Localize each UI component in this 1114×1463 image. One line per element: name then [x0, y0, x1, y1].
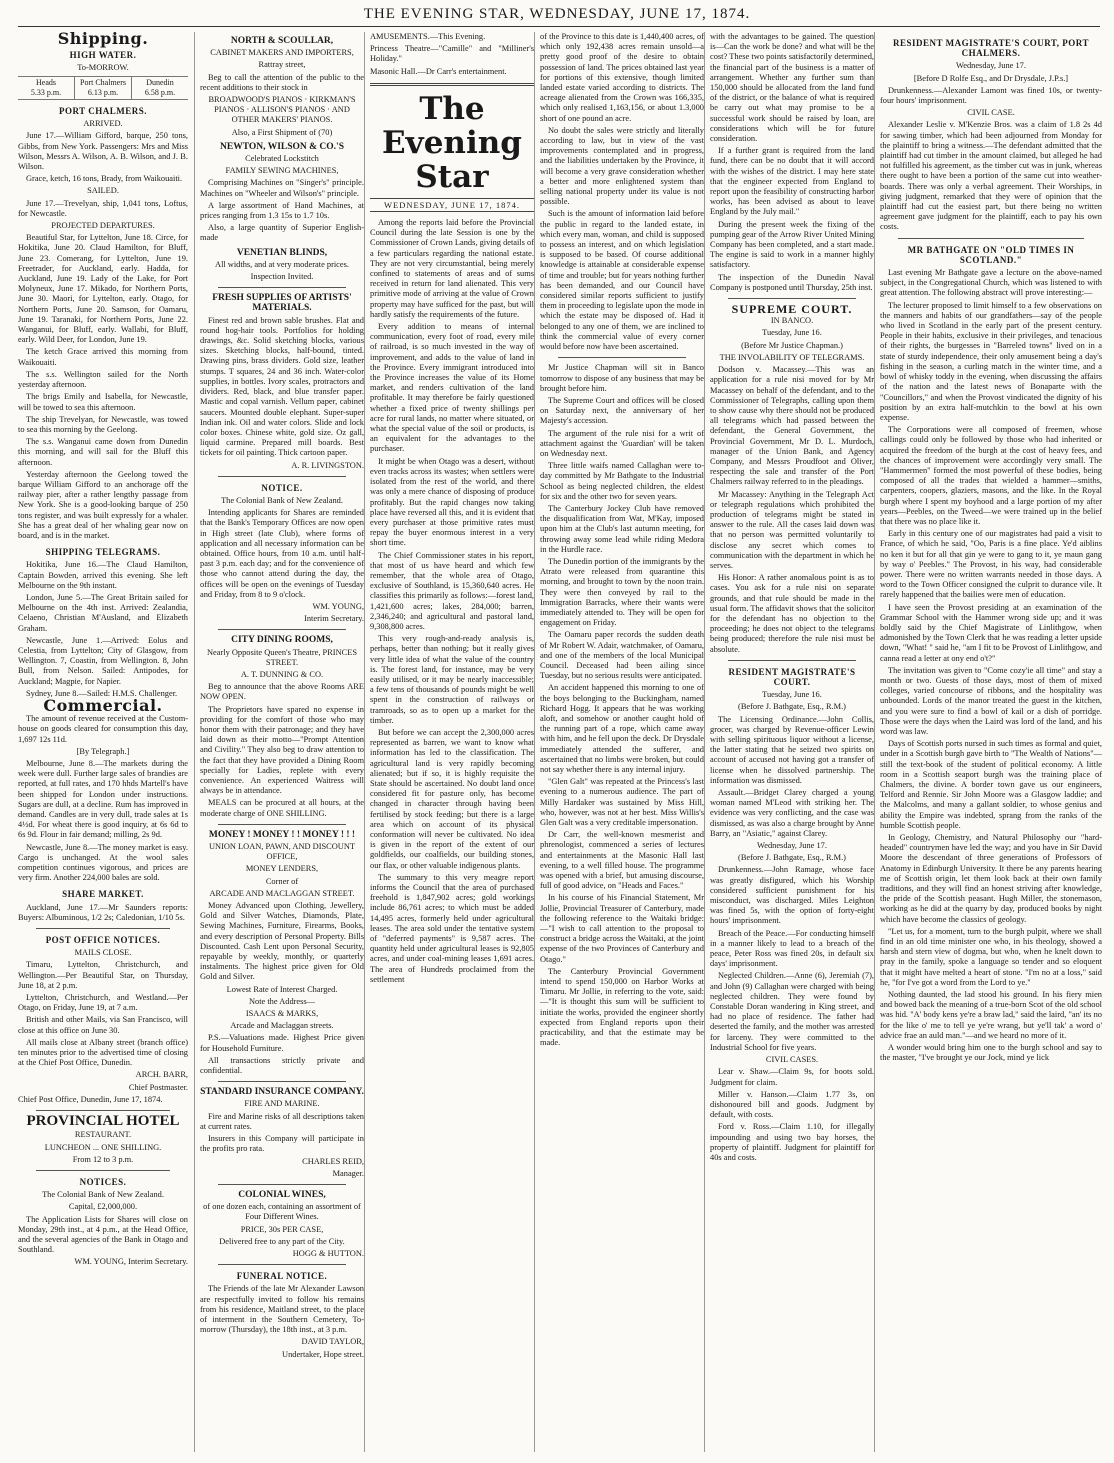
bathgate-paragraph-6: The invitation was given to "Come cozy'ie all time" and stay a month or two. Guests of those days, most of them of mixed colleges, varied concourse of ribbons, and the hospitality was unbounded. Lords of the manor treated the guest in the kitchen, and you were sure to find a bowl of kail or a dish of porridge. Those were the days when the Laird was lord of the land, and his word was law.	[880, 665, 1102, 736]
wednesday-text-3: Neglected Children.—Anne (6), Jeremiah (7), and John (9) Callaghan were charged with being neglected children. They were found by Constable Doran wandering in King street, and had no place of residence. The father had deserted the family, and the mother was arrested for larceny. They were committed to the Industrial School for five years.	[710, 971, 874, 1052]
leader-paragraph-6: But before we can accept the 2,300,000 acres represented as barren, we want to know what information has led to the classification. The agricultural land is very rapidly becoming alienated; but if so, it is highly requisite the State should be ascertained. No doubt land once considered fit for pasture only, has become changed in character through having been fertilised by stock feeding; but there is a large area which on account of its physical conformation will never be cultivated. No idea is given in the report of the extent of our goldfields, our coalfields, our building stones, our flax, or other valuable indigenous plants.	[370, 727, 534, 870]
luncheon-time: From 12 to 3 p.m.	[72, 1154, 134, 1164]
news-paragraph-6: The argument of the rule nisi for a writ of attachment against the 'Guardian' will be taken on Wednesday next.	[540, 428, 704, 458]
postmaster-name: ARCH. BARR,	[135, 1070, 188, 1080]
supreme-date: Tuesday, June 16.	[762, 328, 822, 338]
sewing-machines-sub: Celebrated Lockstitch	[245, 154, 319, 164]
bathgate-paragraph-11: A wonder would bring him one to the burgh school and say to the master, "I've brought ye our Jock, mind ye lick	[880, 1043, 1102, 1063]
divider	[558, 357, 686, 358]
sewing-machines-sub2: FAMILY SEWING MACHINES,	[225, 166, 339, 176]
leader-paragraph-4: The Chief Commissioner states in his report, that most of us have heard and which few remember, that the whole area of Otago, exclusive of Southland, is 15,360,640 acres. He classifies this primarily as follows:—forest land, 1,421,600 acres; lakes, 284,000; barren, 2,346,240; and agricultural and pastoral land, 9,308,800 acres.	[370, 550, 534, 631]
court-paragraph-4: The inspection of the Dunedin Naval Company is postponed until Thursday, 25th inst.	[710, 272, 874, 292]
notices-heading: NOTICES.	[79, 1176, 127, 1187]
bank-capital: Capital, £2,000,000.	[68, 1202, 138, 1212]
wednesday-before: (Before J. Bathgate, Esq., R.M.)	[738, 853, 846, 863]
isaacs-marks-address: Arcade and Maclaggan streets.	[230, 1021, 334, 1031]
bank-signature: WM. YOUNG, Interim Secretary.	[74, 1257, 188, 1267]
artists-materials-title: FRESH SUPPLIES OF ARTISTS' MATERIALS.	[212, 293, 352, 314]
isaacs-marks-name: ISAACS & MARKS,	[245, 1009, 319, 1019]
bank-notice-text: The Application Lists for Shares will close on Monday, 29th inst., at 4 p.m., at the Head Office, and the several agencies of the Bank in Otago and Southland.	[18, 1214, 188, 1255]
wines-delivery: Delivered free to any part of the City.	[219, 1236, 345, 1246]
column-shipping	[18, 32, 188, 1452]
funeral-notice-heading: FUNERAL NOTICE.	[236, 1271, 328, 1282]
reid-signature: CHARLES REID,	[302, 1156, 364, 1166]
civil-case-label: CIVIL CASE.	[967, 108, 1015, 118]
leader-paragraph-3: It might be when Otago was a desert, without even tracks across its wastes; when settlers were isolated from the rest of the world, and there was only a mere chance of disposing of produce profitably. But the rapid changes now taking place have reversed all this, and it is evident that every purchaser at those primitive rates must repay the buyer enormous interest in a very short time.	[370, 456, 534, 548]
news-paragraph-4: Mr Justice Chapman will sit in Banco tomorrow to dispose of any business that may be brought before him.	[540, 363, 704, 393]
corner-label: Corner of	[265, 876, 299, 886]
north-scoullar-pianos: BROADWOOD'S PIANOS · KIRKMAN'S PIANOS · ALLISON'S PIANOS · AND OTHER MAKERS' PIANOS.	[208, 95, 356, 125]
dunning-name: A. T. DUNNING & CO.	[240, 669, 324, 679]
divider	[36, 928, 170, 929]
intending-applicants-text: Intending applicants for Shares are reminded that the Bank's Temporary Offices are now open in High street (late Club), where forms of application and all necessary information can be obtained. Office hours, from 10 a.m. until half-past 3 p.m. each day; and for the convenience of those who cannot attend during the day, the offices will be open on the evenings of Tuesday and Friday, from 8 to 9 o'clock.	[200, 508, 364, 599]
wednesday-text-2: Breach of the Peace.—For conducting himself in a manner likely to lead to a breach of the peace, Peter Ross was fined 20s, in default six days' imprisonment.	[710, 928, 874, 969]
civil-case-text: Alexander Leslie v. M'Kenzie Bros. was a claim of 1.8 2s 4d for sawing timber, which had been adjourned from Monday for the plaintiff to bring a witness.—The defendant admitted that the plaintiff had cut timber in the amount claimed, but alleged he had not fulfilled his agreement, as the timber cut was in junk, whereas there ought to have been a portion of the same cut into weather-boards. There was only a verbal agreement. Their Worships, in giving judgment, remarked that they were of opinion that the plaintiff had cut the easiest part, but there being no written agreement gave judgment for the plaintiff, each to pay his own costs.	[880, 120, 1102, 232]
auckland-report: Auckland, June 17.—Mr Saunders reports: Buyers: Albuminous, 1/2 2s; Caledonian, 1/10 5s.	[18, 902, 188, 922]
divider	[218, 629, 346, 630]
confidential-text: All transactions strictly private and confidential.	[200, 1055, 364, 1076]
masthead-rule	[370, 83, 534, 86]
divider	[218, 1184, 346, 1185]
tide-heads: Heads 5.33 p.m.	[30, 77, 62, 97]
post-office-date: Chief Post Office, Dunedin, June 17, 1874.	[18, 1094, 163, 1104]
news-paragraph-1: of the Province to this date is 1,440,400 acres, of which only 192,438 acres remain unsold—a pretty good proof of the desire to obtain possession of land. The prices obtained last year for portions of this extensive, though limited landed estate varied according to districts. The acreage alienated from the Crown was 166,335, which only realised 1,163,156, or about 1.3,000 short of one pound an acre.	[540, 32, 704, 123]
arrived-label: ARRIVED.	[83, 119, 123, 129]
civil-cases-label: CIVIL CASES.	[765, 1055, 819, 1065]
leader-paragraph-1: Among the reports laid before the Provincial Council during the late Session is one by the Commissioner of Crown Lands, giving details of a few particulars regarding the national estate. They are not very circumstantial, being merely confined to statements of areas and of sums received in return for land alienated. This very primitive mode of arriving at the value of Crown property may have sufficed for the past, but will hardly satisfy the requirements of the future.	[370, 218, 534, 319]
interest-text: Lowest Rate of Interest Charged.	[226, 984, 338, 994]
north-scoullar-shipment: Also, a First Shipment of (70)	[231, 127, 333, 137]
mails-text-3: British and other Mails, via San Francisco, will close at this office on June 30.	[18, 1015, 188, 1035]
valuations-text: P.S.—Valuations made. Highest Price given for Household Furniture.	[200, 1033, 364, 1053]
news-paragraph-7: Three little waifs named Callaghan were to-day committed by Mr Bathgate to the Industrial School as being neglected children, the eldest for six and the other two for seven years.	[540, 461, 704, 501]
shipping-news-1: The ketch Grace arrived this morning from Waikouaiti.	[18, 347, 188, 367]
amusements-text: Princess Theatre—"Camille" and "Milliner's Holiday."	[370, 44, 534, 64]
leader-paragraph-5: This very rough-and-ready analysis is, perhaps, better than nothing; but it really gives very little idea of what the value of the country is. The forest land, for instance, may be very easily utilised, or it may be nearly inaccessible; a few tens of thousands of pounds might be well spent in the construction of railways or tramroads, so as to open up a market for the timber.	[370, 634, 534, 725]
court-paragraph-2: If a further grant is required from the land fund, there can be no doubt that it will accord with the wishes of the district. I may here state that the engineer expected from England to report upon the feasibility of constructing harbor works, has been advised as about to leave England by the July mail."	[710, 146, 874, 217]
funeral-notice-text: The Friends of the late Mr Alexander Lawson are respectfully invited to follow his remains from his residence, Maitland street, to the place of interment in the Southern Cemetery, To-morrow (Thursday), the 18th inst., at 3 p.m.	[200, 1284, 364, 1335]
column-news	[534, 32, 704, 1452]
shipping-news-4: The ship Trevelyan, for Newcastle, was towed to sea this morning by the Geelong.	[18, 414, 188, 434]
telegram-4: Sydney, June 8.—Sailed: H.M.S. Challenger.	[26, 688, 178, 698]
projected-label: PROJECTED DEPARTURES.	[51, 221, 155, 231]
divider	[218, 287, 346, 288]
news-paragraph-15: The Canterbury Provincial Government intend to spend 150,000 on Harbor Works at Timaru. Mr Jollie, in referring to the vote, said:—"It is thought this sum will be sufficient to initiate the works, provided the engineer shortly expected from England reports upon their practicability, and that the estimate may be made.	[540, 966, 704, 1048]
north-scoullar-text: Beg to call the attention of the public to the recent additions to their stock in	[200, 72, 364, 92]
bathgate-paragraph-2: The lecturer proposed to limit himself to a few observations on the manners and habits of our grandfathers—say of the people who lived in Scotland in the early part of the present century. People in their habits, exclusive in their privileges, and tenacious of their rights, the burgesses in "Barreled towns" lived on in a state of sturdy independence, their only amusement being a day's fishing in the season, a curling match in the winter time, and a bowl of whisky toddy in the evening, when discussing the affairs of the nation and the latest news of Bonaparte with the "Councillors," and when the Provost vindicated the dignity of his position by an extra half-mutchkin to the bowl at his own expense.	[880, 300, 1102, 422]
union-loan-title: UNION LOAN, PAWN, AND DISCOUNT OFFICE,	[208, 842, 356, 862]
inspection-invited: Inspection Invited.	[250, 272, 314, 282]
shipping-news-3: The brigs Emily and Isabella, for Newcastle, will be towed to sea this afternoon.	[18, 392, 188, 412]
wednesday-text-1: Drunkenness.—John Ramage, whose face was greatly disfigured, which his Worship considered sufficient punishment for his misconduct, was discharged. Miles Leighton was fined 5s, with the option of forty-eight hours' imprisonment.	[710, 865, 874, 926]
supreme-before: (Before Mr Justice Chapman.)	[741, 340, 843, 350]
header-rule	[18, 26, 1100, 27]
dining-rooms-sub: Nearly Opposite Queen's Theatre, PRINCES STREET.	[207, 647, 357, 667]
resident-text-2: Assault.—Bridget Clarey charged a young woman named M'Leod with striking her. The evidence was very conflicting, and the case was dismissed, as was also a charge brought by Anne Barry, an "Asiatic," against Clarey.	[710, 788, 874, 838]
supreme-court-heading: SUPREME COURT.	[731, 302, 853, 317]
notice-heading: NOTICE.	[261, 482, 303, 493]
shipping-telegrams-heading: SHIPPING TELEGRAMS.	[45, 547, 161, 558]
young-title: Interim Secretary.	[304, 614, 364, 624]
mails-close-label: MAILS CLOSE.	[74, 948, 132, 958]
news-paragraph-2: No doubt the sales were strictly and literally according to law, but in view of the vast improvements contemplated and in progress, and the liabilities undertaken by the Province, it will become a very grave consideration whether a better and more enlightened system than selling national property under its value is not possible.	[540, 125, 704, 207]
civil-text-2: Miller v. Hanson.—Claim 1.77 3s, on dishonoured bill and goods. Judgment by default, with costs.	[710, 1089, 874, 1120]
section-title-commercial: Commercial.	[43, 695, 163, 715]
north-scoullar-address: Rattray street,	[258, 60, 306, 70]
divider	[218, 1264, 346, 1265]
commercial-text: The amount of revenue received at the Custom-house on goods cleared for consumption this day, 1,697 12s 11d.	[18, 714, 188, 744]
fire-marine-text: Fire and Marine risks of all descriptions taken at current rates.	[200, 1111, 364, 1131]
divider	[728, 660, 856, 661]
column-advertisements	[194, 32, 364, 1452]
bank-name: The Colonial Bank of New Zealand.	[42, 1190, 164, 1200]
mails-text-1: Timaru, Lyttelton, Christchurch, and Wellington.—Per Beautiful Star, on Thursday, June 18, at 2 p.m.	[18, 960, 188, 990]
amusements-heading: AMUSEMENTS.—This Evening.	[370, 32, 486, 41]
hotel-ad-title: PROVINCIAL HOTEL	[26, 1113, 180, 1130]
projected-text: Beautiful Star, for Lyttelton, June 18. Circe, for Hokitika, June 20. Claud Hamilton, for Bluff, June 23. Comerang, for Lyttelton, June 19. Freetrader, for Auckland, early. Hadda, for Auckland, June 19. Lady of the Lake, for Port Molyneux, June 17. Mikado, for Northern Ports, June 30. Maori, for Lyttelton, early. Otago, for Northern Ports, June 20. Samson, for Oamaru, June 19. Taranaki, for Northern Ports, June 22. Wanganui, for Bluff, early. Wallabi, for Bluff, early. Wild Deer, for London, June 19.	[18, 233, 188, 345]
mails-text-2: Lyttelton, Christchurch, and Westland.—Per Otago, on Friday, June 19, at 7 a.m.	[18, 993, 188, 1013]
sewing-machines-text: Comprising Machines on "Singer's" principle. Machines on "Wheeler and Wilson's" principle.	[200, 178, 364, 198]
port-chalmers-court-before: [Before D Rolfe Esq., and Dr Drysdale, J.P.s.]	[913, 73, 1069, 83]
resident-date: Tuesday, June 16.	[762, 690, 822, 700]
sewing-machines-text-2: A large assortment of Hand Machines, at prices ranging from 1.3 15s to 1.7 10s.	[200, 200, 364, 221]
section-title-shipping: Shipping.	[57, 32, 149, 48]
resident-text-1: The Licensing Ordinance.—John Collis, grocer, was charged by Revenue-officer Lewin with selling spirituous liquor without a license, the latter stating that he seized two spirits on account of accused not having got a transfer of license when he dissolved partnership. The information was dismissed.	[710, 714, 874, 785]
civil-text-3: Ford v. Ross.—Claim 1.10, for illegally impounding and using two bay horses, the property of plaintiff. Judgment for plaintiff for 40s and costs.	[710, 1122, 874, 1162]
column-courts	[704, 32, 874, 1452]
column-port-chalmers-court	[874, 32, 1102, 1452]
bathgate-paragraph-7: Days of Scottish ports nursed in such times as formal and quiet, under in a Scottish burgh gave birth to "The Wealth of Nations"—still the text-book of the student of political economy. A little room in a Scottish seaport burgh was the training place of Chalmers, the divine. A border town gave us our engineers, Telford and Rennie. Sir John Moore was a Glasgow laddie; and the Malcolms, and many a gallant soldier, to whose genius and ability the Empire was indebted, sprang from the ranks of the humble Scottish people.	[880, 739, 1102, 830]
wines-price: PRICE, 30s PER CASE,	[240, 1224, 324, 1234]
divider	[218, 1081, 346, 1082]
port-chalmers-heading: PORT CHALMERS.	[58, 106, 148, 117]
masthead-title: The Evening Star	[382, 90, 522, 195]
bathgate-paragraph-3: The Corporations were all composed of freemen, whose callings could only be followed by those who had inherited or acquired the freedom of the burgh at the cost of heavy fees, and the chances of improvement were accordingly very small. The "Hammermen" formed the most powerful of these bodies, being composed of all the trades that wielded a hammer—smiths, carpenters, coopers, glaziers, masons, and the like. In the Royal burgh where I spent my boyhood and a large portion of my after years—Peebles, on the Tweed—we were trained up in the belief that there was no place like it.	[880, 425, 1102, 526]
bathgate-paragraph-10: Nothing daunted, the lad stood his ground. In his fiery mien and bowed back the meaning of a true-born Scot of the old school was hid. "A' body kens ye're a braw lad," said the laird, "an' its no for the like o' me to tell ye ye're wrang, but ye'll tak' a word o' advice frae an auld man."—and we heard no more of it.	[880, 990, 1102, 1040]
arrived-text-2: Grace, ketch, 16 tons, Brady, from Waikouaiti.	[26, 174, 183, 184]
news-paragraph-9: The Dunedin portion of the immigrants by the Atrato were released from quarantine this morning, and brought to town by the noon train. They were then conveyed by rail to the Immigration Barracks, where their wants were immediately attended to. They will be open for engagement on Friday.	[540, 556, 704, 628]
news-paragraph-13: Dr Carr, the well-known mesmerist and phrenologist, commenced a series of lectures and entertainments at the Masonic Hall last evening, to a well filled house. The programme was opened with a brief, but amusing discourse, full of good advice, on "Heads and Faces."	[540, 830, 704, 891]
arcade-address: ARCADE AND MACLAGGAN STREET.	[209, 888, 355, 898]
port-chalmers-court-date: Wednesday, June 17.	[956, 61, 1026, 71]
hogg-hutton-signature: HOGG & HUTTON.	[292, 1248, 364, 1258]
divider	[898, 238, 1084, 239]
news-paragraph-8: The Canterbury Jockey Club have removed the disqualification from Wat, M'Kay, imposed upon him at the Club's last autumn meeting, for throwing away some lead while riding Medora in the Hurdle race.	[540, 503, 704, 554]
court-paragraph-3: During the present week the fixing of the pumping gear of the Arrow River United Mining Company has been completed, and a start made. The engine is said to work in a manner highly satisfactory.	[710, 219, 874, 270]
news-paragraph-3: Such is the amount of information laid before the public in regard to the landed estate, in which every man, woman, and child is supposed to possess an interest, and on which legislation is supposed to be based. Of course additional knowledge is attainable at considerable expense of time and trouble; but for years nothing further has been demanded, and our Council have considered similar reports sufficient to justify them in proceeding to legislate upon the mode in which the estate may be disposed of. Had it belonged to any one of them, we are inclined to think the commercial value of every corner would before now have been ascertained.	[540, 209, 704, 352]
divider	[218, 824, 346, 825]
venetian-blinds-text: All widths, and at very moderate prices.	[215, 259, 349, 269]
standard-insurance-title: STANDARD INSURANCE COMPANY.	[200, 1087, 364, 1098]
dateline: WEDNESDAY, JUNE 17, 1874.	[370, 198, 534, 212]
drunkenness-text: Drunkenness.—Alexander Lamont was fined 10s, or twenty-four hours' imprisonment.	[880, 85, 1102, 106]
bathgate-paragraph-4: Early in this century one of our magistrates had paid a visit to France, of which he said, "Oo, Paris is a fine place. Ye'd aiblins no ken it but for all that gin ye were to gang to it, ye maun gang by way o' Peebles." The Provost, in his way, had considerable power. There were no written warrants needed in those days. A word to the Town Officer consigned the culprit to durance vile. It rarely happened that the bailies were men of education.	[880, 529, 1102, 600]
shipping-news-6: Yesterday afternoon the Geelong towed the barque William Gifford to an anchorage off the railway pier, after a rather lengthy passage from New York. She is a good-looking barque of 250 tons register, and was built expressly for a whaler. She has a great deal of her whaling gear now on board, and is in the market.	[18, 469, 188, 540]
news-paragraph-14: In his course of his Financial Statement, Mr Jollie, Provincial Treasurer of Canterbury, made the following reference to the Waitaki bridge:—"I wish to call attention to the proposal to construct a bridge across the Waitaki, at the joint expense of the two Provinces of Canterbury and Otago."	[540, 893, 704, 964]
money-title: MONEY ! MONEY ! ! MONEY ! ! !	[208, 829, 356, 840]
bathgate-paragraph-5: I have seen the Provost presiding at an examination of the Grammar School with the Hammer wrong side up; and it was boldly said by the Chief Magistrate of Linlithgow, when admonished by the Town Clerk that he was reading a letter upside down, "What! " said he, "am I fit to be Provost of Linlithgow, and canna read a letter at ony end o't?"	[880, 602, 1102, 663]
divider	[218, 476, 346, 477]
in-banco-label: IN BANCO.	[770, 316, 814, 326]
insurers-text: Insurers in this Company will participate in the profits pro rata.	[200, 1134, 364, 1154]
artists-materials-list: Finest red and brown sable brushes. Flat and round hog-hair tools. Portfolios for holding drawings, &c. Solid sketching blocks, various sizes. Sketching blocks, half-bound, tinted. Drawing pins, brass dividers. Gold size, leather stumps. T squares, 24 and 36 inch. Water-color supplies, in bottles. Ivory scales, protractors and dividers. Red, black, and blue transfer paper. Mastic and copal varnish. Vellum paper, cabinet saucers. Mounted double elephant. Super-super Indian ink. Oil and water colors. Slide and lock color boxes. Chinese white, gold size. Oz gall, liquid carmine. Prepared mill boards. Best tickets for oil painting. Thick cartoon paper.	[200, 315, 364, 458]
dining-text-2: MEALS can be procured at all hours, at the moderate charge of ONE SHILLING.	[200, 798, 364, 818]
case-text-1: Dodson v. Macassey.—This was an application for a rule nisi moved for by Mr Macassey on behalf of the defendant, and to the Commissioner of Telegraphs, calling upon them to show cause why there should not be produced all telegrams which had passed between the defendant, the General Government, the Provincial Government, Mr D. L. Murdoch, manager of the Union Bank, and Agency Company, and Messrs Proudfoot and Oliver, respecting the sale and transfer of the Port Chalmers railway referred to in the pleadings.	[710, 365, 874, 487]
column-leader	[364, 32, 534, 1452]
livingston-signature: A. R. LIVINGSTON.	[291, 460, 364, 470]
news-paragraph-11: An accident happened this morning to one of the boys belonging to the Buckingham, named Richard Hogg. It appears that he was working aloft, and somehow or another caught hold of the running part of a rope, which came away with him, and he fell upon the deck. Dr Drysdale immediately attended the sufferer, and ascertained that no limbs were broken, but could not say whether there is any internal injury.	[540, 683, 704, 775]
hotel-ad-subtitle: RESTAURANT.	[74, 1130, 132, 1140]
dining-text: The Proprietors have spared no expense in providing for the comfort of those who may honor them with their patronage; and they have laid down as their motto—"Prompt Attention and Civility." They also beg to draw attention to the fact that they have provided a Dining Room specially for Ladies, replete with every convenience. An experienced Waitress will always be in attendance.	[200, 704, 364, 796]
by-telegraph-label: [By Telegraph.]	[76, 746, 130, 756]
postmaster-title: Chief Postmaster.	[128, 1082, 188, 1092]
telegram-2: London, June 5.—The Great Britain sailed for Melbourne on the 4th inst. Arrived: Zealandia, Celaeno, Christian M'Ausland, and Elizabeth Graham.	[18, 592, 188, 633]
case-text-2: Mr Macassey: Anything in the Telegraph Act or telegraph regulations which prohibited the production of telegrams might be stated in answer to the rule. All the cases laid down was that no person was permitted voluntarily to disclose any secret which comes to communication with the department in which he serves.	[710, 489, 874, 570]
divider	[36, 1170, 170, 1171]
news-paragraph-5: The Supreme Court and offices will be closed on Saturday next, the anniversary of her Majesty's accession.	[540, 395, 704, 426]
news-paragraph-12: "Glen Galt" was repeated at the Princess's last evening to a numerous audience. The part of Milly Hardaker was sustained by Miss Hill, who, however, was not at her best. Miss Willis's Glen Galt was a very creditable impersonation.	[540, 777, 704, 828]
taylor-signature: DAVID TAYLOR,	[301, 1337, 364, 1347]
wines-text: of one dozen each, containing an assortment of Four Different Wines.	[203, 1202, 361, 1222]
dunning-text: Beg to announce that the above Rooms ARE NOW OPEN.	[200, 682, 364, 702]
shipping-news-2: The s.s. Wellington sailed for the North yesterday afternoon.	[18, 369, 188, 390]
melbourne-report: Melbourne, June 8.—The markets during the week were dull. Further large sales of brandies are reported, at full rates, and 170 hhds Martell's have been shipped for London under instructions. Sugars are dull, at a decline. Rum has improved in demand. Candles are in very dull, trade sales at 1s 4½d. For wheat there is good inquiry, at 6s 6d to 6s 9d. Flour in fair demand; milling, 2s 9d.	[18, 759, 188, 840]
undertaker-title: Undertaker, Hope street.	[282, 1349, 364, 1359]
wednesday-date: Wednesday, June 17.	[757, 841, 827, 851]
news-paragraph-10: The Oamaru paper records the sudden death of Mr Robert W. Adair, watchmaker, of Oamaru, and one of the members of the local Municipal Council. Deceased had been ailing since Tuesday, but no serious results were anticipated.	[540, 630, 704, 681]
luncheon-text: LUNCHEON ... ONE SHILLING.	[44, 1142, 162, 1152]
money-lenders-label: MONEY LENDERS,	[245, 864, 319, 874]
sewing-machines-title: NEWTON, WILSON & CO.'S	[220, 141, 344, 152]
young-signature: WM. YOUNG,	[312, 601, 364, 611]
case-text-3: His Honor: A rather anomalous point is as to cases. You ask for a rule nisi on separate grounds, and that rule should be made in the usual form. The affidavit shows that the solicitor for the defendant has no objection to the proceeding; he does not object to the telegrams being produced; therefore the rule nisi must be absolute.	[710, 573, 874, 654]
bathgate-paragraph-1: Last evening Mr Bathgate gave a lecture on the above-named subject, in the Congregational Church, which was listened to with great attention. The following abstract will prove interesting:—	[880, 268, 1102, 298]
address-label: Note the Address—	[248, 996, 316, 1006]
arrived-text: June 17.—William Gifford, barque, 250 tons, Gibbs, from New York. Passengers: Mrs and Miss Wilson, Messrs A. Wilson, A. B. Wilson, and J. B. Wilson.	[18, 131, 188, 172]
civil-text-1: Lear v. Shaw.—Claim 9s, for boots sold. Judgment for claim.	[710, 1067, 874, 1087]
court-paragraph-1: with the advantages to be gained. The question is—Can the work be done? and what will be the cost? These two points satisfactorily determined, the financial part of the business is a matter of arrangement. Whether any further sum than 150,000 should be allocated from the land fund of the district, or the balance of what is required be carry out what may promise to be a successful work should be raised by loan, are considerations which will be for future consideration.	[710, 32, 874, 144]
post-office-heading: POST OFFICE NOTICES.	[45, 935, 161, 946]
divider	[36, 1110, 170, 1111]
leader-paragraph-7: The summary to this very meagre report informs the Council that the area of purchased freehold is 1,847,902 acres; gold workings include 86,761 acres; to which must be added 14,495 acres, formerly held under agricultural leases. The area sold under the tentative system of "deferred payments" is 9,587 acres. The quantity held under agricultural leases is 92,805 acres, and under coal-mining leases 1,691 acres. The area of Hundreds proclaimed from the settlement	[370, 872, 534, 984]
shipping-news-5: The s.s. Wanganui came down from Dunedin this morning, and will sail for the Bluff this afternoon.	[18, 437, 188, 467]
telegram-1: Hokitika, June 16.—The Claud Hamilton, Captain Bowden, arrived this evening. She left Melbourne on the 9th instant.	[18, 560, 188, 590]
venetian-blinds-title: VENETIAN BLINDS,	[236, 247, 328, 258]
divider	[728, 298, 856, 299]
sailed-text: June 17.—Trevelyan, ship, 1,041 tons, Loftus, for Newcastle.	[18, 198, 188, 218]
colonial-bank-name: The Colonial Bank of New Zealand.	[221, 495, 343, 505]
dining-rooms-title: CITY DINING ROOMS,	[231, 635, 333, 646]
leader-paragraph-2: Every addition to means of internal communication, every foot of road, every mile of railroad, is so much invested in the way of improvement, and adds to the value of land in the Province. Every immigrant introduced into the Province increases the value of its Home market, and renders cultivation of the land profitable. It may therefore be fairly questioned whether a fixed price of twenty shillings per acre for rural lands, no matter where situated, or what the special value of the soil or products, is an equivalent for the advantages to the purchaser.	[370, 322, 534, 454]
bathgate-lecture-heading: MR BATHGATE ON "OLD TIMES IN SCOTLAND."	[907, 244, 1075, 265]
north-scoullar-title: NORTH & SCOULLAR,	[230, 36, 334, 46]
tide-table	[18, 76, 188, 100]
sailed-label: SAILED.	[87, 186, 119, 196]
colonial-wines-title: COLONIAL WINES,	[238, 1189, 326, 1200]
share-market-heading: SHARE MARKET.	[62, 889, 144, 900]
bathgate-paragraph-8: In Geology, Chemistry, and Natural Philosophy our "hard-headed" countrymen have led the way; and you have in Sir David Moore the descendant of three generations of Professors of Anatomy in Edinburgh University. It there be any parents hearing me of Scottish origin, let them look back at their own family traditions, and they will find an honest striving after knowledge, the pride of the Scottish peasant. Hugh Miller, the stonemason, working as he did at the quarry by day, produced books by night which have become the classics of geology.	[880, 833, 1102, 924]
tide-port-chalmers: Port Chalmers 6.13 p.m.	[74, 77, 131, 99]
fire-marine-label: FIRE AND MARINE.	[244, 1099, 320, 1109]
masonic-text: Masonic Hall.—Dr Carr's entertainment.	[370, 66, 507, 76]
sewing-machines-text-3: Also, a large quantity of Superior English-made	[200, 223, 364, 243]
newcastle-report: Newcastle, June 8.—The money market is easy. Cargo is unchanged. At the wool sales competition continues vigorous, and prices are very firm. Another 224,000 bales are sold.	[18, 842, 188, 883]
running-title: THE EVENING STAR, WEDNESDAY, JUNE 17, 1874.	[363, 6, 751, 22]
telegram-3: Newcastle, June 1.—Arrived: Eolus and Celestia, from Lyttelton; City of Glasgow, from Wellington. 7, Coastin, from Wellington. 8, John Bull, from Nelson. Sailed: Antipodes, for Auckland; Magpie, for Napier.	[18, 635, 188, 686]
north-scoullar-sub: CABINET MAKERS AND IMPORTERS,	[210, 48, 354, 58]
bathgate-paragraph-9: "Let us, for a moment, turn to the burgh pulpit, where we shall find in an old time minister one who, in his theology, showed a harsh and stern view of dogma, but who, when he knelt down to pray in the family, spoke a language so tender and so eloquent that it might have melted a heart of stone. "I'm no at a loss," said he, "for I've got a word from the Lord to ye."	[880, 926, 1102, 987]
case-title: THE INVOLABILITY OF TELEGRAMS.	[719, 352, 865, 362]
mails-text-4: All mails close at Albany street (branch office) ten minutes prior to the advertised time of closing at the Chief Post Office, Dunedin.	[18, 1037, 188, 1068]
money-advanced-text: Money Advanced upon Clothing, Jewellery, Gold and Silver Watches, Diamonds, Plate, Sewing Machines, Furniture, Firearms, Books, and every description of Personal Property. Bills Discounted. Cash Lent upon Personal Security, repayable by weekly, monthly, or quarterly instalments. The highest price given for Old Gold and Silver.	[200, 901, 364, 982]
tomorrow-label: To-MORROW.	[77, 63, 129, 73]
port-chalmers-court-heading: RESIDENT MAGISTRATE'S COURT, PORT CHALMERS.	[893, 38, 1089, 59]
resident-before: (Before J. Bathgate, Esq., R.M.)	[738, 702, 846, 712]
resident-magistrate-heading: RESIDENT MAGISTRATE'S COURT.	[728, 666, 856, 687]
manager-title: Manager.	[332, 1168, 364, 1178]
tide-dunedin: Dunedin 6.58 p.m.	[131, 77, 188, 99]
high-water-heading: HIGH WATER.	[69, 50, 137, 61]
